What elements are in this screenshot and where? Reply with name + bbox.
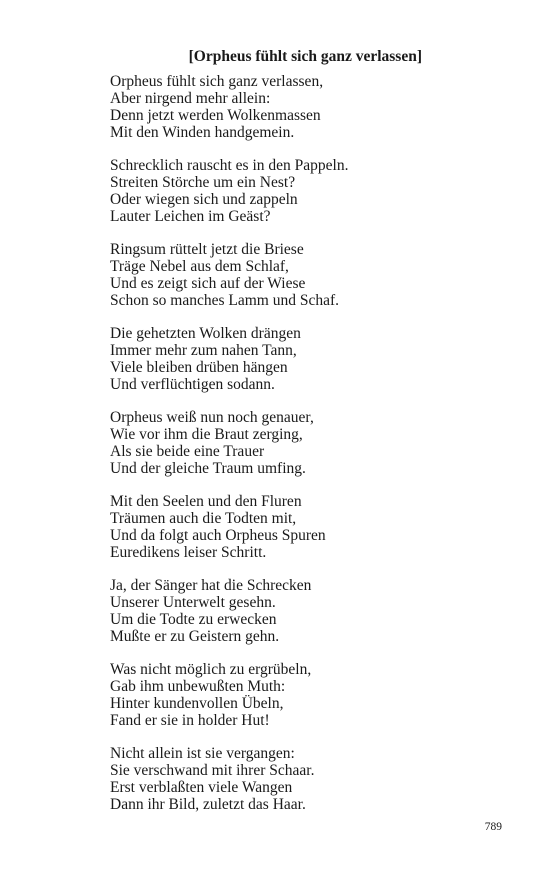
poem-line: Aber nirgend mehr allein: (110, 90, 271, 107)
stanza-2 (110, 157, 440, 225)
poem-line: Orpheus weiß nun noch genauer, (110, 409, 314, 426)
poem-line: Viele bleiben drüben hängen (110, 359, 288, 376)
poem-line: Träge Nebel aus dem Schlaf, (110, 258, 289, 275)
poem-line: Gab ihm unbewußten Muth: (110, 678, 286, 695)
poem-line: Orpheus fühlt sich ganz verlassen, (110, 73, 324, 90)
poem-line: Um die Todte zu erwecken (110, 611, 277, 628)
poem-line: Schon so manches Lamm und Schaf. (110, 292, 340, 309)
poem-line: Und da folgt auch Orpheus Spuren (110, 527, 326, 544)
poem-line: Denn jetzt werden Wolkenmassen (110, 107, 321, 124)
poem-line: Streiten Störche um ein Nest? (110, 174, 296, 191)
poem-line: Und es zeigt sich auf der Wiese (110, 275, 306, 292)
poem-line: Mußte er zu Geistern gehn. (110, 628, 280, 645)
poem-line: Nicht allein ist sie vergangen: (110, 745, 295, 762)
stanza-8 (110, 661, 440, 729)
poem-line: Oder wiegen sich und zappeln (110, 191, 298, 208)
poem-line: Unserer Unterwelt gesehn. (110, 594, 276, 611)
stanza-6 (110, 493, 440, 561)
stanza-3 (110, 241, 440, 309)
poem-line: Mit den Seelen und den Fluren (110, 493, 302, 510)
poem-line: Hinter kundenvollen Übeln, (110, 695, 284, 712)
poem-line: Schrecklich rauscht es in den Pappeln. (110, 157, 349, 174)
poem-line: Und der gleiche Traum umfing. (110, 460, 306, 477)
poem-line: Dann ihr Bild, zuletzt das Haar. (110, 796, 306, 813)
poem-body (110, 73, 440, 829)
poem-line: Träumen auch die Todten mit, (110, 510, 297, 527)
poem-title: [Orpheus fühlt sich ganz verlassen] (188, 48, 422, 65)
poem-line: Ringsum rüttelt jetzt die Briese (110, 241, 304, 258)
poem-line: Die gehetzten Wolken drängen (110, 325, 301, 342)
poem-line: Fand er sie in holder Hut! (110, 712, 270, 729)
stanza-5 (110, 409, 440, 477)
poem-line: Mit den Winden handgemein. (110, 124, 295, 141)
poem-line: Als sie beide eine Trauer (110, 443, 265, 460)
stanza-9 (110, 745, 440, 813)
poem-line: Lauter Leichen im Geäst? (110, 208, 271, 225)
poem-line: Sie verschwand mit ihrer Schaar. (110, 762, 315, 779)
stanza-4 (110, 325, 440, 393)
poem-line: Was nicht möglich zu ergrübeln, (110, 661, 312, 678)
poem-line: Euredikens leiser Schritt. (110, 544, 267, 561)
poem-line: Und verflüchtigen sodann. (110, 376, 275, 393)
page-number: 789 (484, 821, 502, 833)
poem-line: Erst verblaßten viele Wangen (110, 779, 293, 796)
stanza-1 (110, 73, 440, 141)
stanza-7 (110, 577, 440, 645)
poem-line: Ja, der Sänger hat die Schrecken (110, 577, 312, 594)
poem-line: Immer mehr zum nahen Tann, (110, 342, 297, 359)
poem-line: Wie vor ihm die Braut zerging, (110, 426, 303, 443)
